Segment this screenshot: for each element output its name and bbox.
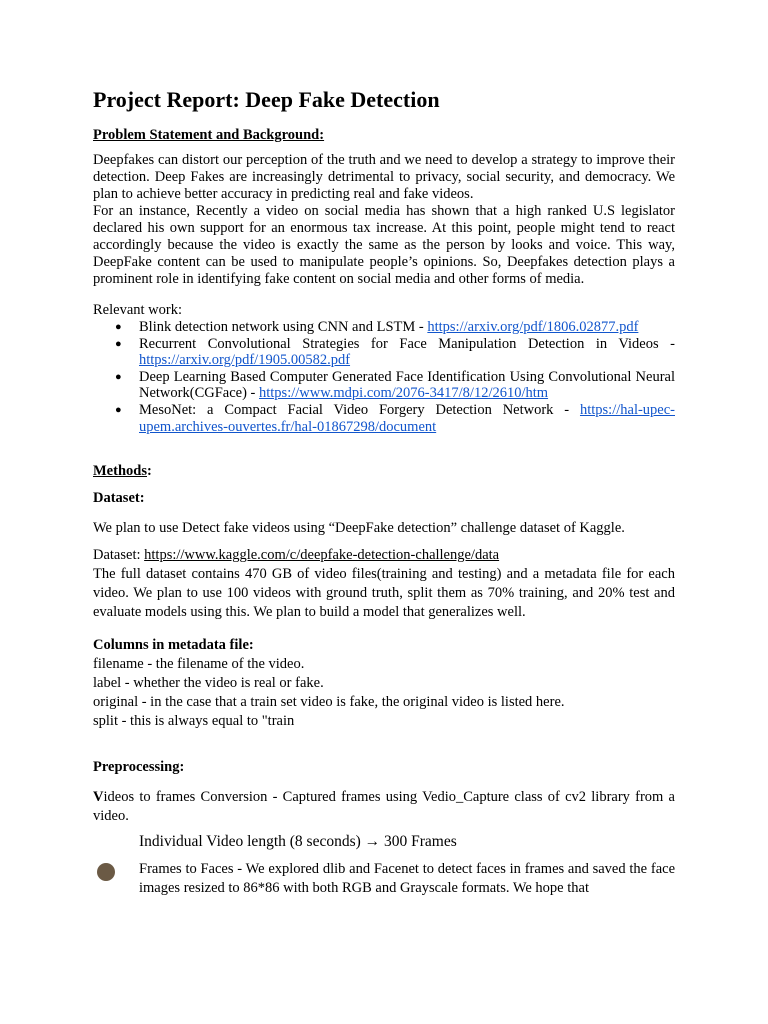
relevant-work-text: MesoNet: a Compact Facial Video Forgery Detection Network -	[139, 401, 580, 418]
metadata-line: original - in the case that a train set video is fake, the original video is listed here.	[93, 694, 565, 711]
bullet-icon: ●	[115, 321, 122, 333]
faces-text: Frames to Faces - We explored dlib and Facenet to detect faces in frames and saved the face images resized to 86*86 with both RGB and Grayscale formats. We hope that	[139, 861, 675, 897]
metadata-line: filename - the filename of the video.	[93, 656, 305, 673]
relevant-work-item	[93, 369, 675, 402]
bullet-icon: ●	[115, 370, 122, 383]
relevant-work-text: Recurrent Convolutional Strategies for Face Manipulation Detection in Videos -	[139, 335, 675, 352]
metadata-line: label - whether the video is real or fake.	[93, 675, 324, 692]
conversion-drop-letter: V	[93, 789, 104, 806]
page-title: Project Report: Deep Fake Detection	[93, 87, 440, 112]
problem-paragraph-1: Deepfakes can distort our perception of the truth and we need to develop a strategy to improve their detection. Deep Fakes are increasingly detrimental to privacy, social security, and democracy. We plan to achieve better accuracy in predicting real and fake videos.	[93, 152, 675, 202]
methods-heading	[93, 463, 675, 480]
methods-heading-colon: :	[146, 463, 152, 480]
document-page	[93, 86, 675, 898]
bullet-dot-icon	[97, 863, 115, 881]
dataset-link-line	[93, 546, 675, 565]
metadata-line: split - this is always equal to "train	[93, 713, 295, 730]
relevant-work-link[interactable]: https://arxiv.org/pdf/1905.00582.pdf	[139, 352, 351, 369]
video-length-line: Individual Video length (8 seconds) → 300 Frames	[139, 833, 457, 851]
bullet-icon: ●	[115, 403, 122, 416]
relevant-work-item	[93, 336, 675, 369]
relevant-work-text: Blink detection network using CNN and LSTM -	[139, 319, 428, 335]
relevant-work-link[interactable]: https://hal-upec-upem.archives-ouvertes.fr/hal-01867298/document	[139, 401, 675, 435]
dataset-intro: We plan to use Detect fake videos using “DeepFake detection” challenge dataset of Kaggle.	[93, 520, 625, 537]
relevant-work-item	[93, 319, 675, 336]
conversion-text: ideos to frames Conversion - Captured frames using Vedio_Capture class of cv2 library from a video.	[93, 789, 675, 825]
bullet-icon: ●	[115, 337, 122, 350]
relevant-work-list	[93, 319, 675, 435]
conversion-paragraph	[93, 788, 675, 826]
dataset-heading: Dataset:	[93, 490, 145, 507]
dataset-link[interactable]: https://www.kaggle.com/c/deepfake-detection-challenge/data	[144, 547, 500, 564]
relevant-work-label: Relevant work:	[93, 302, 182, 318]
preprocessing-heading: Preprocessing:	[93, 759, 185, 776]
faces-item	[93, 860, 675, 898]
problem-heading: Problem Statement and Background:	[93, 127, 325, 143]
relevant-work-link[interactable]: https://arxiv.org/pdf/1806.02877.pdf	[427, 319, 639, 335]
relevant-work-text: Deep Learning Based Computer Generated Face Identification Using Convolutional Neural Network(CGFace) -	[139, 368, 675, 402]
dataset-label: Dataset:	[93, 547, 145, 564]
relevant-work-item	[93, 402, 675, 435]
dataset-description: The full dataset contains 470 GB of video files(training and testing) and a metadata file for each video. We plan to use 100 videos with ground truth, split them as 70% training, and 20% test and evaluate models using this. We plan to build a model that generalizes well.	[93, 566, 675, 621]
metadata-heading: Columns in metadata file:	[93, 637, 254, 654]
problem-paragraph-2: For an instance, Recently a video on social media has shown that a high ranked U.S legislator declared his own support for an enormous tax increase. At this point, people might tend to react accordingly because the video is exactly the same as the person by looks and voice. This way, DeepFake content can be used to manipulate people’s opinions. So, Deepfakes detection plays a prominent role in identifying fake content on social media and other forms of media.	[93, 203, 675, 287]
relevant-work-link[interactable]: https://www.mdpi.com/2076-3417/8/12/2610/htm	[259, 385, 549, 402]
methods-heading-text: Methods	[93, 463, 147, 480]
